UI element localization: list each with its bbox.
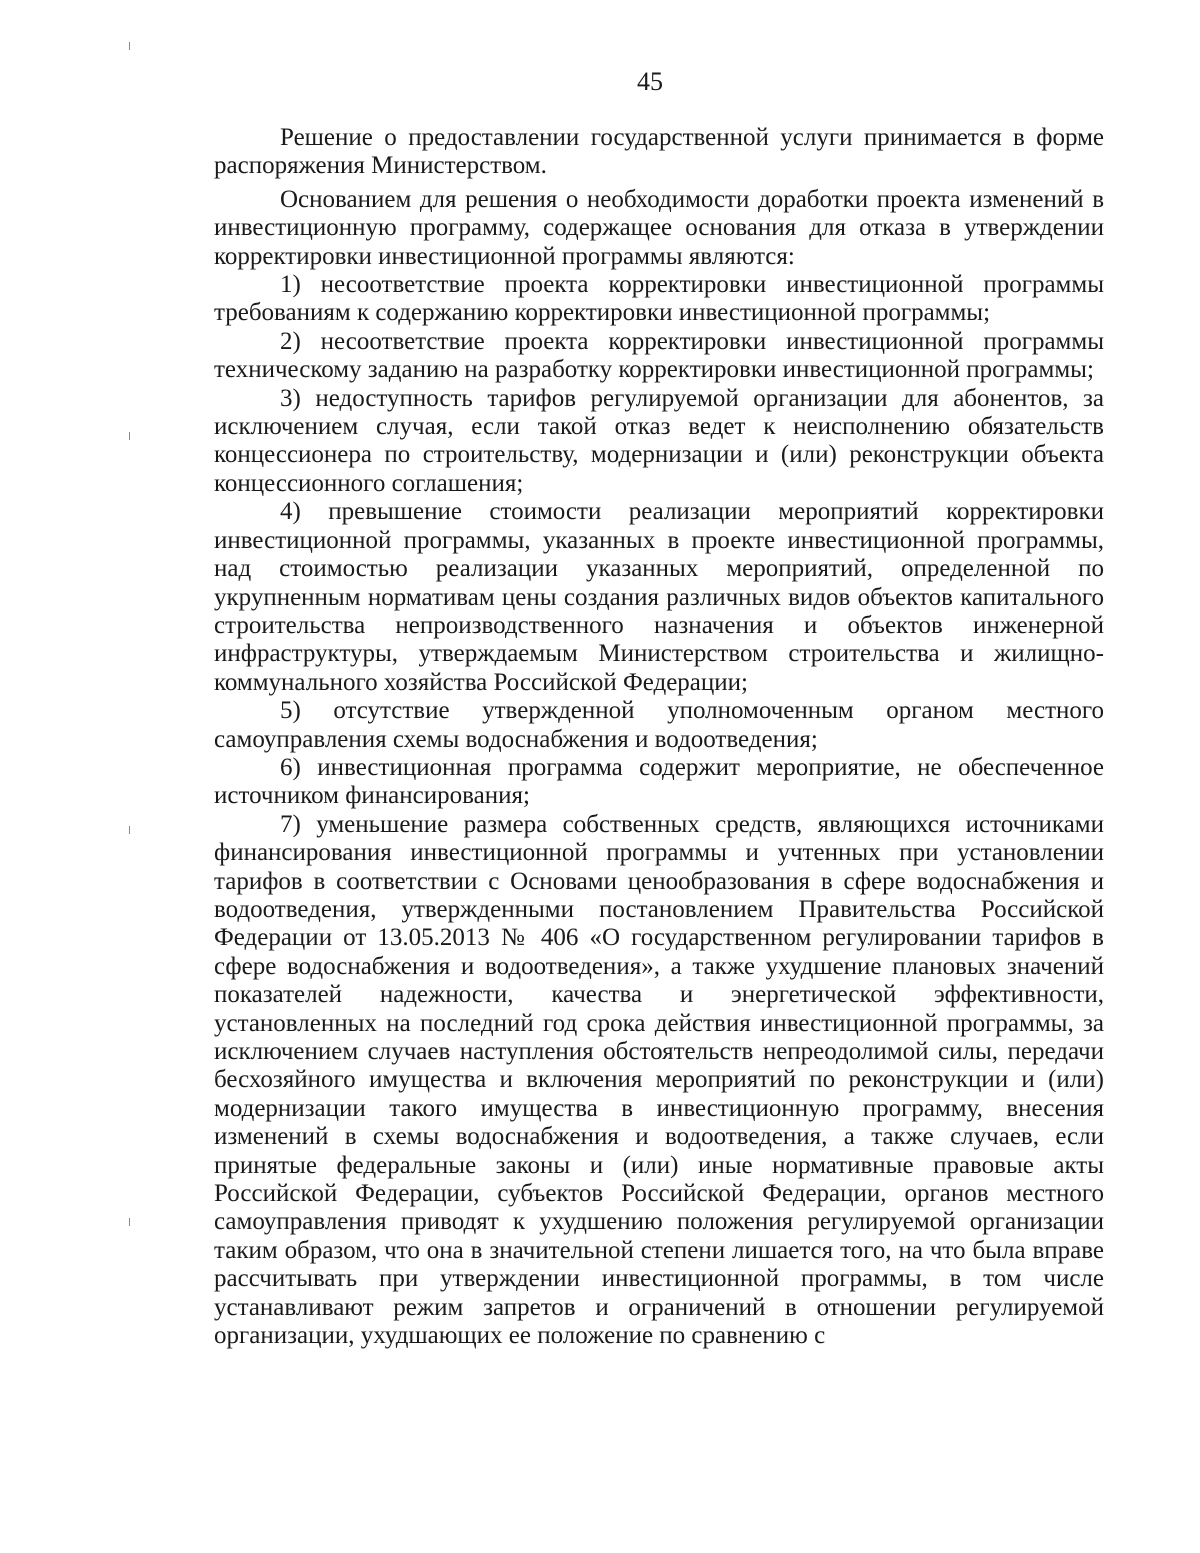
scan-margin-mark (129, 1218, 130, 1226)
paragraph-grounds-intro: Основанием для решения о необходимости доработки проекта изменений в инвестиционную программу, содержащее основания для отказа в утверждении корректировки инвестиционной программы являются: (214, 185, 1104, 270)
paragraph-decision-form: Решение о предоставлении государственной услуги принимается в форме распоряжения Министерством. (214, 124, 1104, 180)
list-item-6: 6) инвестиционная программа содержит мероприятие, не обеспеченное источником финансирования; (214, 753, 1104, 810)
scan-margin-mark (129, 42, 130, 50)
scan-margin-mark (129, 826, 130, 834)
list-item-7: 7) уменьшение размера собственных средств, являющихся источниками финансирования инвестиционной программы и учтенных при установлении тарифов в соответствии с Основами ценообразования в сфере водоснабжения и водоотведения, утвержденными постановлением Правительства Российской Федерации от 13.05.2013 № 406 «О государственном регулировании тарифов в сфере водоснабжения и водоотведения», а также ухудшение плановых значений показателей надежности, качества и энергетической эффективности, установленных на последний год срока действия инвестиционной программы, за исключением случаев наступления обстоятельств непреодолимой силы, передачи бесхозяйного имущества и включения мероприятий по реконструкции и (или) модернизации такого имущества в инвестиционную программу, внесения изменений в схемы водоснабжения и водоотведения, а также случаев, если принятые федеральные законы и (или) иные нормативные правовые акты Российской Федерации, субъектов Российской Федерации, органов местного самоуправления приводят к ухудшению положения регулируемой организации таким образом, что она в значительной степени лишается того, на что была вправе рассчитывать при утверждении инвестиционной программы, в том числе устанавливают режим запретов и ограничений в отношении регулируемой организации, ухудшающих ее положение по сравнению с (214, 810, 1104, 1350)
list-item-4: 4) превышение стоимости реализации мероприятий корректировки инвестиционной программы, указанных в проекте инвестиционной программы, над стоимостью реализации указанных мероприятий, определенной по укрупненным нормативам цены создания различных видов объектов капитального строительства непроизводственного назначения и объектов инженерной инфраструктуры, утверждаемым Министерством строительства и жилищно-коммунального хозяйства Российской Федерации; (214, 498, 1104, 696)
document-body (214, 124, 1104, 1350)
scan-margin-mark (129, 432, 130, 440)
page-number: 45 (637, 67, 663, 96)
list-item-3: 3) недоступность тарифов регулируемой организации для абонентов, за исключением случая, если такой отказ ведет к неисполнению обязательств концессионера по строительству, модернизации и (или) реконструкции объекта концессионного соглашения; (214, 384, 1104, 497)
list-item-1: 1) несоответствие проекта корректировки инвестиционной программы требованиям к содержанию корректировки инвестиционной программы; (214, 271, 1104, 327)
list-item-2: 2) несоответствие проекта корректировки инвестиционной программы техническому заданию на разработку корректировки инвестиционной программы; (214, 327, 1104, 384)
list-item-5: 5) отсутствие утвержденной уполномоченным органом местного самоуправления схемы водоснабжения и водоотведения; (214, 697, 1104, 753)
